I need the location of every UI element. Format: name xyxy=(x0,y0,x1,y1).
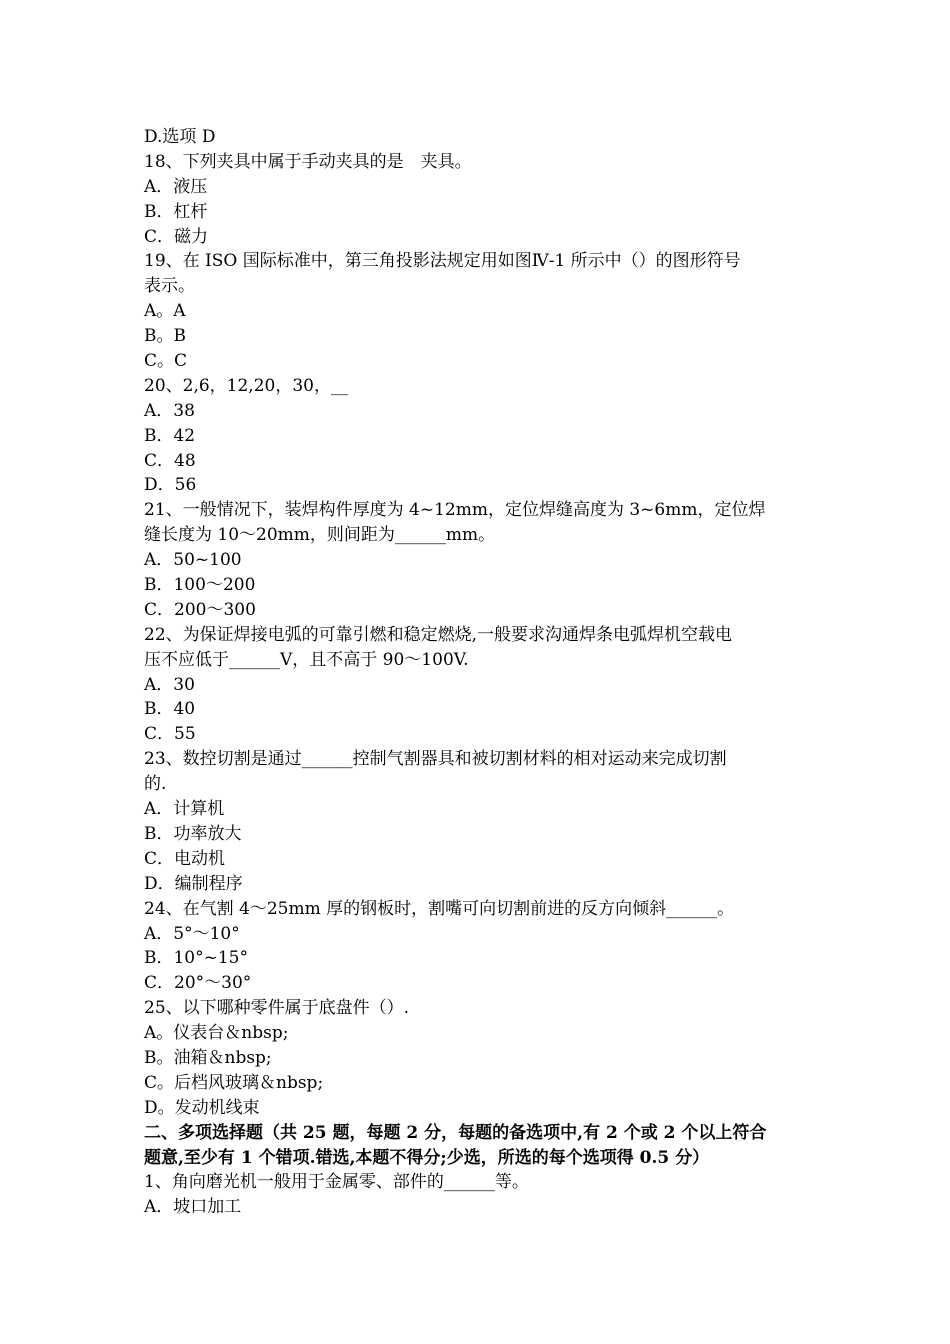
answer-option: B．功率放大 xyxy=(144,823,242,844)
answer-option: A．计算机 xyxy=(144,799,225,820)
question-21-continued: 缝长度为 10～20mm，则间距为______mm。 xyxy=(144,525,496,546)
answer-option: A．38 xyxy=(144,400,195,421)
question-21: 21、一般情况下，装焊构件厚度为 4~12mm，定位焊缝高度为 3~6mm，定位焊 xyxy=(144,500,766,521)
section-heading: 二、多项选择题（共 25 题，每题 2 分，每题的备选项中,有 2 个或 2 个以上符合 xyxy=(144,1122,767,1143)
question-20: 20、2,6，12,20，30，__ xyxy=(144,375,348,396)
answer-option: B．42 xyxy=(144,425,196,446)
answer-option: B．100～200 xyxy=(144,575,256,596)
answer-option: A．液压 xyxy=(144,176,208,197)
answer-option: C．磁力 xyxy=(144,226,209,247)
answer-option: C。C xyxy=(144,351,188,372)
answer-option: A。A xyxy=(144,301,186,322)
answer-option: C．55 xyxy=(144,724,196,745)
answer-option: C。后档风玻璃＆nbsp; xyxy=(144,1072,324,1093)
document-body xyxy=(144,125,809,1220)
question-18: 18、下列夹具中属于手动夹具的是 夹具。 xyxy=(144,151,472,172)
question-19: 19、在 ISO 国际标准中，第三角投影法规定用如图Ⅳ-1 所示中（）的图形符号 xyxy=(144,251,741,272)
answer-option: C．48 xyxy=(144,450,196,471)
answer-option: C．电动机 xyxy=(144,848,226,869)
answer-option: B。油箱＆nbsp; xyxy=(144,1047,272,1068)
answer-option: C．20°～30° xyxy=(144,973,252,994)
answer-option: B．40 xyxy=(144,699,196,720)
question-23-continued: 的. xyxy=(144,774,167,795)
answer-option: C．200～300 xyxy=(144,599,256,620)
section-heading-continued: 题意,至少有 1 个错项.错选,本题不得分;少选，所选的每个选项得 0.5 分） xyxy=(144,1147,710,1168)
answer-option: D．56 xyxy=(144,475,197,496)
answer-option: A．5°～10° xyxy=(144,923,240,944)
question-22: 22、为保证焊接电弧的可靠引燃和稳定燃烧,一般要求沟通焊条电弧焊机空载电 xyxy=(144,624,733,645)
question-22-continued: 压不应低于______V，且不高于 90～100V. xyxy=(144,649,469,670)
answer-option: A。仪表台＆nbsp; xyxy=(144,1023,289,1044)
answer-option: D。发动机线束 xyxy=(144,1097,260,1118)
answer-option: B．杠杆 xyxy=(144,201,208,222)
question-25: 25、以下哪种零件属于底盘件（）. xyxy=(144,998,410,1019)
question-19-continued: 表示。 xyxy=(144,276,195,297)
answer-option: D．编制程序 xyxy=(144,873,243,894)
answer-option: D.选项 D xyxy=(144,127,216,147)
answer-option: A．坡口加工 xyxy=(144,1197,242,1218)
answer-option: B．10°~15° xyxy=(144,948,249,969)
question-24: 24、在气割 4～25mm 厚的钢板时，割嘴可向切割前进的反方向倾斜______。 xyxy=(144,898,735,919)
answer-option: A．50~100 xyxy=(144,550,242,571)
answer-option: A．30 xyxy=(144,674,195,695)
question-23: 23、数控切割是通过______控制气割器具和被切割材料的相对运动来完成切割 xyxy=(144,749,727,770)
answer-option: B。B xyxy=(144,326,186,347)
question-1: 1、角向磨光机一般用于金属零、部件的______等。 xyxy=(144,1172,529,1193)
